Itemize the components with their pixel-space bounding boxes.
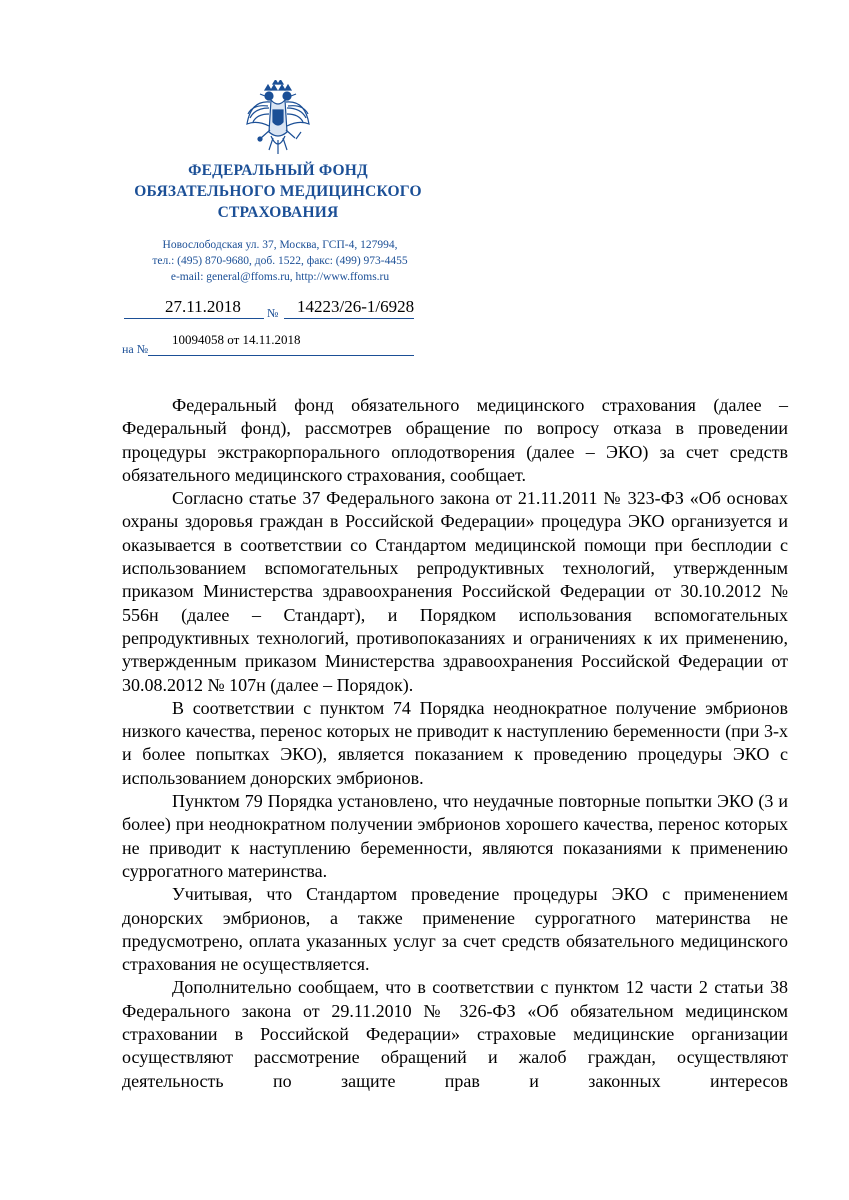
reply-underline (148, 355, 414, 356)
paragraph-5: Учитывая, что Стандартом проведение процедуры ЭКО с применением донорских эмбрионов, а также применение суррогатного материнства не предусмотрено, оплата указанных услуг за счет средств обязательного медицинского страхования не осуществляется. (122, 884, 788, 975)
paragraph-4: Пунктом 79 Порядка установлено, что неудачные повторные попытки ЭКО (3 и более) при неоднократном получении эмбрионов хорошего качества, перенос которых не приводит к наступлению беременности, являются показаниями к применению суррогатного материнства. (122, 791, 788, 881)
paragraph-6: Дополнительно сообщаем, что в соответствии с пунктом 12 части 2 статьи 38 Федерального закона от 29.11.2010 № 326-ФЗ «Об обязательном медицинском страховании в Российской Федерации» страховые медицинские организации осуществляют рассмотрение обращений и жалоб граждан, осуществляют деятельность по защите прав и законных интересов (122, 977, 788, 1091)
organization-name (118, 160, 438, 223)
org-line-3: СТРАХОВАНИЯ (217, 204, 339, 221)
paragraph-2: Согласно статье 37 Федерального закона от 21.11.2011 № 323-ФЗ «Об основах охраны здоровья граждан в Российской Федерации» процедура ЭКО организуется и оказывается в соответствии со Стандартом медицинской помощи при бесплодии с использованием вспомогательных репродуктивных технологий, утвержденным приказом Министерства здравоохранения Российской Федерации от 30.10.2012 № 556н (далее – Стандарт), и Порядком использования вспомогательных репродуктивных технологий, противопоказаниях и ограничениях к их применению, утвержденным приказом Министерства здравоохранения Российской Федерации от 30.08.2012 № 107н (далее – Порядок). (122, 488, 788, 695)
russian-coat-of-arms-icon (243, 80, 313, 160)
number-underline (284, 318, 414, 319)
address-line-1: Новослободская ул. 37, Москва, ГСП-4, 127994, (162, 239, 398, 251)
reply-reference: 10094058 от 14.11.2018 (172, 332, 301, 347)
organization-address (120, 237, 440, 285)
number-label: № (267, 306, 279, 320)
org-line-2: ОБЯЗАТЕЛЬНОГО МЕДИЦИНСКОГО (134, 183, 422, 200)
letter-body (122, 394, 788, 1093)
paragraph-3: В соответствии с пунктом 74 Порядка неоднократное получение эмбрионов низкого качества, перенос которых не приводит к наступлению беременности (при 3-х и более попытках ЭКО), является показанием к проведению процедуры ЭКО с использованием донорских эмбрионов. (122, 697, 788, 788)
address-line-3: e-mail: general@ffoms.ru, http://www.ffoms.ru (170, 271, 390, 283)
org-line-1: ФЕДЕРАЛЬНЫЙ ФОНД (188, 162, 368, 179)
date-underline (124, 318, 264, 319)
paragraph-1: Федеральный фонд обязательного медицинского страхования (далее – Федеральный фонд), рассмотрев обращение по вопросу отказа в проведении процедуры экстракорпорального оплодотворения (далее – ЭКО) за счет средств обязательного медицинского страхования, сообщает. (122, 395, 788, 485)
reply-label: на № (122, 342, 149, 356)
address-line-2: тел.: (495) 870-9680, доб. 1522, факс: (499) 973-4455 (152, 255, 408, 267)
outgoing-date: 27.11.2018 (165, 297, 241, 316)
outgoing-number: 14223/26-1/6928 (297, 297, 415, 316)
